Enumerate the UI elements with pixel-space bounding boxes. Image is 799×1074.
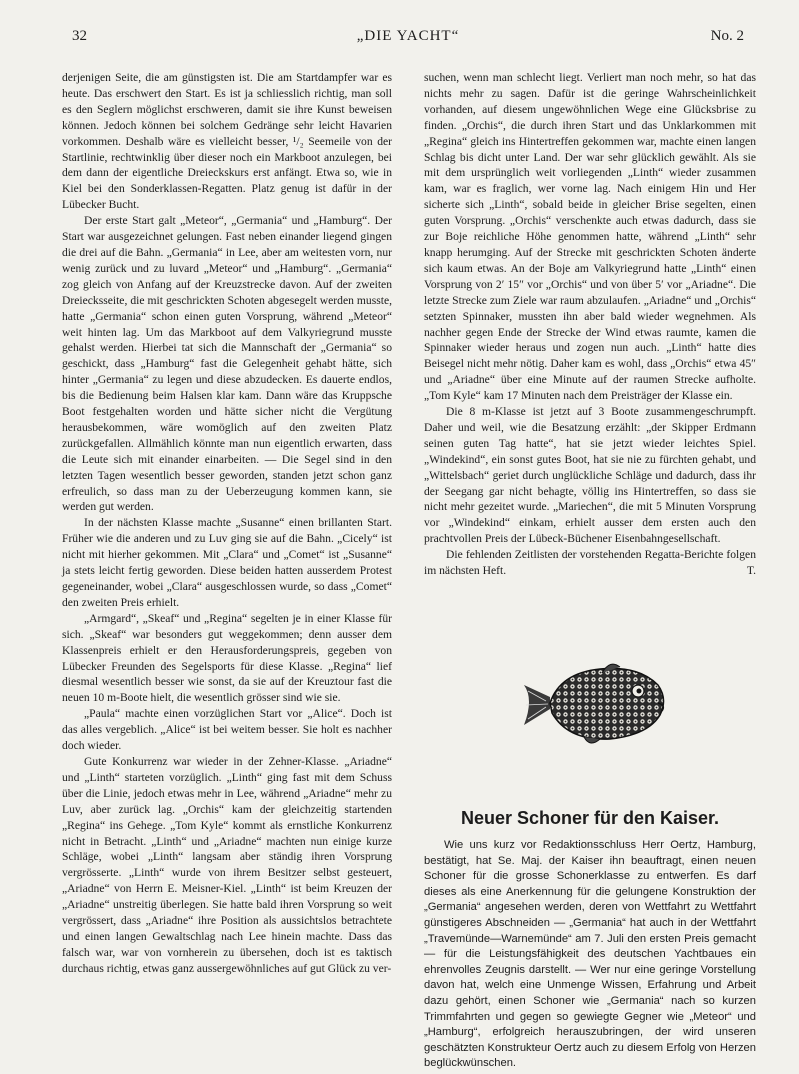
article-body (424, 838, 756, 1072)
page-header (72, 28, 744, 50)
paragraph: Wie uns kurz vor Redaktionsschluss Herr Oertz, Hamburg, bestätigt, hat Se. Maj. der Kaiser ihn beauftragt, einen neuen Schoner für die grosse Schonerklasse zu entwerfen. Es darf dieses als eine Anerkennung für die gelungene Konstruktion der „Germania“ angesehen werden, deren von Wettfahrt zu Wettfahrt günstigeres Abschneiden — „Germania“ hat auch in der Wettfahrt „Travemünde—Warnemünde“ am 7. Juli den ersten Preis gemacht — für die Leistungsfähigkeit des deutschen Yachtbaues ein ehrenvolles Zeugnis darstellt. — Wer nur eine geringe Vorstellung davon hat, welch eine Unmenge Wissen, Erfahrung und Arbeit dazu gehört, einen Schoner wie „Germania“ nach so kurzen Trimmfahrten und gegen so gewiegte Gegner wie „Meteor“ und „Hamburg“, erfolgreich herauszubringen, der wird unseren geschätzten Konstrukteur Oertz auch zu diesem Erfolg von Herzen beglückwünschen. (424, 839, 756, 1070)
paragraph: „Paula“ machte einen vorzüglichen Start vor „Alice“. Doch ist das alles vergeblich. „Alice“ ist bei weitem besser. Sie holt es nachher doch wieder. (62, 707, 392, 753)
author-signature: T. (746, 564, 756, 578)
journal-title: „DIE YACHT“ (356, 28, 460, 44)
article-title: Neuer Schoner für den Kaiser. (460, 808, 720, 828)
right-column (424, 70, 756, 579)
left-column (62, 70, 392, 977)
boxfish-illustration-icon (520, 655, 670, 750)
paragraph: Die 8 m-Klasse ist jetzt auf 3 Boote zusammengeschrumpft. Daher und weil, wie die Besatzung erzählt: „der Skipper Erdmann seinen guten Tag hatte“, hat sie jetzt wieder leichtes Spiel. „Windekind“, ein sonst gutes Boot, hat sie nie zu fürchten gehabt, und „Wittelsbach“ geriet durch unglückliche Schläge und dadurch, dass ihr der Seegang gar nicht behagte, völlig ins Hintertreffen, so dass sie nicht mehr gezeitet wurde. „Mariechen“, die mit 5 Minuten Vorsprung vor „Windekind“ einkam, erhielt ausser dem ersten auch den prachtvollen Preis der Lübeck-Büchener Eisenbahngesellschaft. (424, 405, 756, 546)
paragraph: „Armgard“, „Skeaf“ und „Regina“ segelten je in einer Klasse für sich. „Skeaf“ war besonders gut weggekommen; denn ausser dem Klassenpreis erhielt er den Herausforderungspreis, gegeben von Lübecker Freunden des Segelsports für diese Klasse. „Regina“ lief diesmal wesentlich besser wie sonst, da sie auf der Kreuztour fast die neuen 10 m-Boote hielt, die wesentlich grösser sind wie sie. (62, 611, 392, 705)
paragraph: In der nächsten Klasse machte „Susanne“ einen brillanten Start. Früher wie die anderen und zu Luv ging sie auf die Bahn. „Cicely“ ist nicht mit hierher gekommen. Mit „Clara“ und „Comet“ ist „Susanne“ ja stets leicht fertig geworden. Diese beiden hatten ausserdem Protest gegeneinander, wobei „Clara“ ausgeschlossen wurde, so dass „Comet“ den zweiten Preis erhielt. (62, 516, 392, 609)
issue-number: No. 2 (710, 28, 744, 44)
paragraph: derjenigen Seite, die am günstigsten ist. Die am Startdampfer war es heute. Das erschwert den Start. Es ist ja schliesslich richtig, man soll es den Seglern möglichst erschweren, damit sie ihre Kunst beweisen können. Jedoch können bei solchem Gedränge sehr leicht Havarien vorkommen. Deshalb wäre es vielleicht besser, ¹/₂ Seemeile von der Startlinie, rechtwinklig über dieser noch ein Markboot anzulegen, bei dem dann der eigentliche Dreieckskurs erst anfängt. Etwa so, wie in Kiel bei den Sonderklassen-Regatten. Platz genug ist dafür in der Lübecker Bucht. (62, 71, 392, 212)
page-number: 32 (72, 28, 87, 44)
paragraph: Gute Konkurrenz war wieder in der Zehner-Klasse. „Ariadne“ und „Linth“ starteten vorzüglich. „Linth“ ging fast mit dem Schuss über die Linie, jedoch etwas mehr in Lee, während „Ariadne“ mehr zu Luv, aber zurück lag. „Orchis“ kam der gleichzeitig startenden „Regina“ ins Gehege. „Tom Kyle“ kommt als ernstliche Konkurrenz nicht in Betracht. „Linth“ und „Ariadne“ machten nun einige kurze Schläge, wobei „Linth“ langsam aber ständig ihren Vorsprung vergrösserte. „Linth“ wurde von ihrem Besitzer selbst gesteuert, „Ariadne“ von Herrn E. Meisner-Kiel. „Linth“ ist beim Kreuzen der „Ariadne“ unstreitig überlegen. Sie hatte bald ihren Vorsprung so weit vergrössert, dass „Ariadne“ ihre Position als aussichtslos betrachtete und einen langen Gewaltschlag nach Lee hinein machte. Dass das falsch war, war von vornherein zu übersehen, doch ist es taktisch durchaus richtig, etwas ganz aussergewöhnliches auf gut Glück zu ver- (62, 754, 392, 975)
closing-paragraph (424, 547, 756, 579)
paragraph-text: Die fehlenden Zeitlisten der vorstehenden Regatta-Berichte folgen im nächsten Heft. (424, 548, 756, 578)
paragraph: suchen, wenn man schlecht liegt. Verliert man noch mehr, so hat das nichts mehr zu sagen. Dafür ist die geringe Wahrscheinlichkeit vorhanden, auf diesem ungewöhnlichen Wege eine Glücksbrise zu finden. „Orchis“, die durch ihren Start und das Unklarkommen mit „Regina“ gleich ins Hintertreffen gekommen war, machte einen langen Schlag bis dicht unter Land. Der war sehr glücklich gewählt. Als sie mit dem ursprünglich weit vorliegenden „Linth“ wieder zusammen kam, war es fraglich, wer vorne lag. Nach einigem Hin und Her sicherte sich „Linth“, sobald beide in gleicher Brise segelten, einen guten Vorsprung. „Orchis“ verschenkte auch etwas dadurch, dass sie zur Boje reichliche Höhe genommen hatte, während „Linth“ sehr knapp herumging. Auf der Strecke mit geschrickten Schoten änderte sich kaum etwas. An der Boje am Valkyriegrund hatte „Linth“ einen Vorsprung von 2′ 15″ vor „Orchis“ und von über 5′ vor „Ariadne“. Die letzte Strecke zum Ziele war raum abzulaufen. „Ariadne“ und „Orchis“ setzten Spinnaker, mussten ihn aber bald wieder wegnehmen. Als nachher gegen Ende der Strecke der Wind etwas raumte, kamen die Spinnaker wieder heraus und zogen nun auch. „Linth“ hatte dies Beisegel nicht mehr nötig. Daher kam es wohl, dass „Orchis“ etwa 45″ und „Ariadne“ über eine Minute auf der raumen Strecke aufholte. „Tom Kyle“ kam 17 Minuten nach dem Preisträger der Klasse ein. (424, 71, 756, 403)
paragraph: Der erste Start galt „Meteor“, „Germania“ und „Hamburg“. Der Start war ausgezeichnet gelungen. Fast neben einander liegend gingen die drei auf die Bahn. „Germania“ in Lee, aber am weitesten vorn, nur wenig zurück und zu luvard „Meteor“ und „Hamburg“. „Germania“ zog gleich von Anfang auf der Kreuzstrecke davon. Auf der zweiten Dreiecksseite, die mit geschrickten Schoten abgesegelt werden musste, hatte „Germania“ schon einen guten Vorsprung, während „Meteor“ weit hinten lag. Um das Markboot auf dem Valkyriegrund musste gehalst werden. Hierbei tat sich die Mannschaft der „Germania“ so geschickt, dass „Hamburg“ fast die Gelegenheit gehabt hätte, sich hinter „Germania“ zu legen und diese abzudecken. Es dauerte endlos, bis die Bedienung beim Halsen klar kam. Dann wäre das Kruppsche Boot festgehalten worden und hätte sicher nicht die Vergütung herausbekommen, wäre womöglich auf den zweiten Platz zurückgefallen. Allmählich könnte man nun eigentlich erwarten, dass die Leute sich mit einander einarbeiten. — Die Segel sind in den letzten Tagen wesentlich besser geworden, standen jetzt schon ganz erfreulich, so dass man zu der Ueberzeugung kommen kann, sie werden gut werden. (62, 214, 392, 514)
